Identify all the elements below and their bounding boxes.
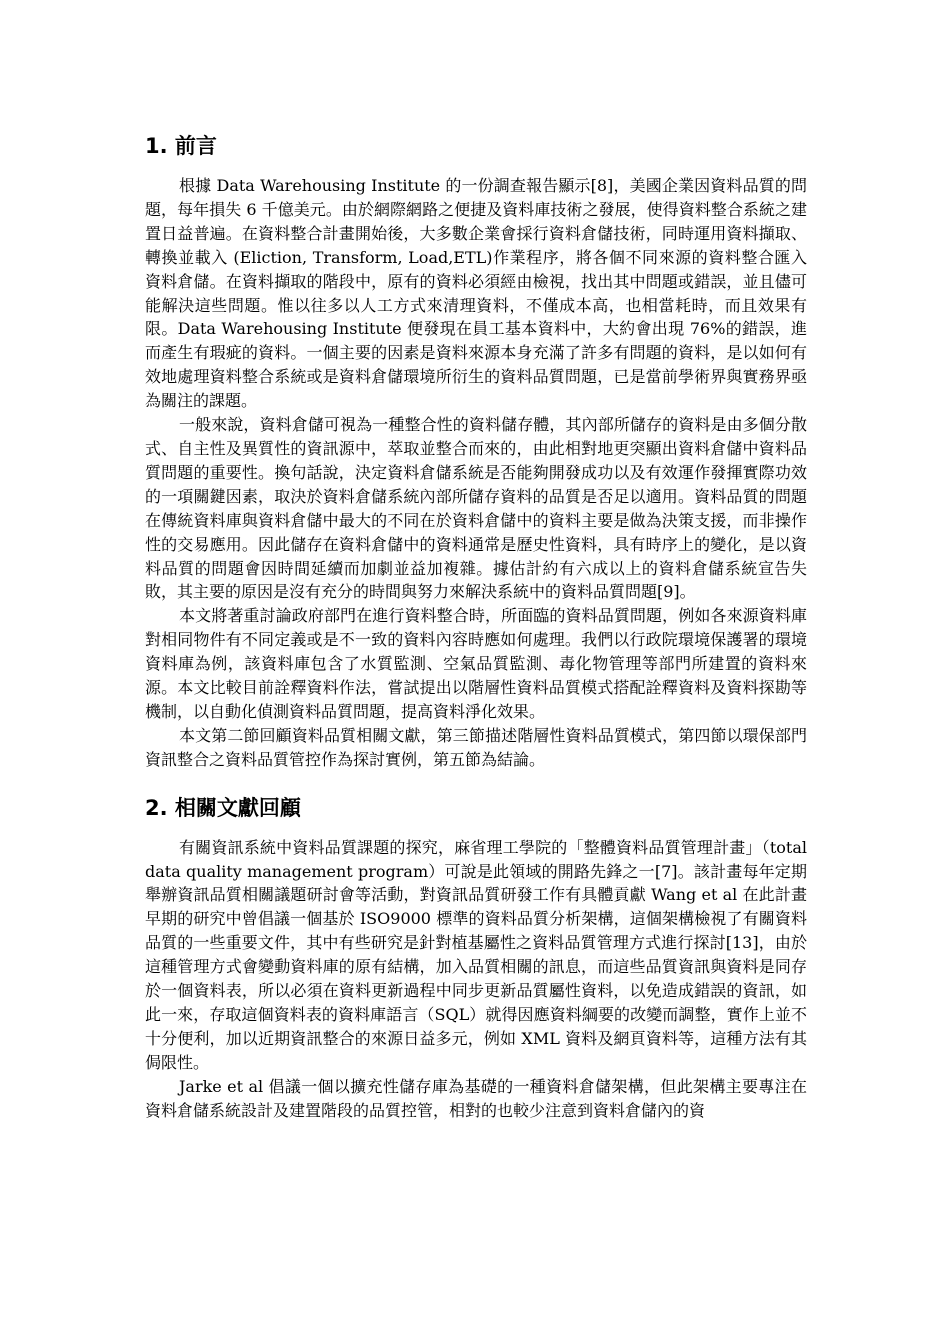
paper-page [145,132,807,1123]
paragraph: 本文將著重討論政府部門在進行資料整合時，所面臨的資料品質問題，例如各來源資料庫對相同物件有不同定義或是不一致的資料內容時應如何處理。我們以行政院環境保護署的環境資料庫為例，該資料庫包含了水質監測、空氣品質監測、毒化物管理等部門所建置的資料來源。本文比較目前詮釋資料作法，嘗試提出以階層性資料品質模式搭配詮釋資料及資料探勘等機制，以自動化偵測資料品質問題，提高資料淨化效果。 [145,606,807,721]
section-gap [145,772,807,794]
section-related-work [145,794,807,1123]
paragraph: 有關資訊系統中資料品質課題的探究，麻省理工學院的「整體資料品質管理計畫」（total data quality management program）可說是此領域的開路先鋒之一[7]。該計畫每年定期舉辦資訊品質相關議題研討會等活動，對資訊品質研發工作有具體貢獻 Wang et al 在此計畫早期的研究中曾倡議一個基於 ISO9000 標準的資料品質分析架構，這個架構檢視了有關資料品質的一些重要文件，其中有些研究是針對植基屬性之資料品質管理方式進行探討[13]，由於這種管理方式會變動資料庫的原有結構，加入品質相關的訊息，而這些品質資訊與資料是同存於一個資料表，所以必須在資料更新過程中同步更新品質屬性資料，以免造成錯誤的資訊，如此一來，存取這個資料表的資料庫語言（SQL）就得因應資料綱要的改變而調整，實作上並不十分便利，加以近期資訊整合的來源日益多元，例如 XML 資料及網頁資料等，這種方法有其侷限性。 [145,837,807,1072]
paragraph: 本文第二節回顧資料品質相關文獻，第三節描述階層性資料品質模式，第四節以環保部門資訊整合之資料品質管控作為探討實例，第五節為結論。 [145,725,807,769]
paragraph: 一般來說，資料倉儲可視為一種整合性的資料儲存體，其內部所儲存的資料是由多個分散式、自主性及異質性的資訊源中，萃取並整合而來的，由此相對地更突顯出資料倉儲中資料品質問題的重要性。換句話說，決定資料倉儲系統是否能夠開發成功以及有效運作發揮實際功效的一項關鍵因素，取決於資料倉儲系統內部所儲存資料的品質是否足以適用。資料品質的問題在傳統資料庫與資料倉儲中最大的不同在於資料倉儲中的資料主要是做為決策支援，而非操作性的交易應用。因此儲存在資料倉儲中的資料通常是歷史性資料，具有時序上的變化，是以資料品質的問題會因時間延續而加劇並益加複雜。據估計約有六成以上的資料倉儲系統宣告失敗，其主要的原因是沒有充分的時間與努力來解決系統中的資料品質問題[9]。 [145,415,807,602]
section-introduction [145,132,807,772]
paragraph: 根據 Data Warehousing Institute 的一份調查報告顯示[8]，美國企業因資料品質的問題，每年損失 6 千億美元。由於網際網路之便捷及資料庫技術之發展，使得資料整合系統之建置日益普遍。在資料整合計畫開始後，大多數企業會採行資料倉儲技術，同時運用資料擷取、轉換並載入 (Eliction, Transform, Load,ETL)作業程序，將各個不同來源的資料整合匯入資料倉儲。在資料擷取的階段中，原有的資料必須經由檢視，找出其中問題或錯誤，並且儘可能解決這些問題。惟以往多以人工方式來清理資料，不僅成本高，也相當耗時，而且效果有限。Data Warehousing Institute 便發現在員工基本資料中，大約會出現 76%的錯誤，進而產生有瑕疵的資料。一個主要的因素是資料來源本身充滿了許多有問題的資料，是以如何有效地處理資料整合系統或是資料倉儲環境所衍生的資料品質問題，已是當前學術界與實務界亟為關注的課題。 [145,176,807,411]
paragraph: Jarke et al 倡議一個以擴充性儲存庫為基礎的一種資料倉儲架構，但此架構主要專注在資料倉儲系統設計及建置階段的品質控管，相對的也較少注意到資料倉儲內的資 [145,1076,807,1120]
section-title: 2. 相關文獻回顧 [145,795,301,820]
section-title: 1. 前言 [145,134,217,158]
